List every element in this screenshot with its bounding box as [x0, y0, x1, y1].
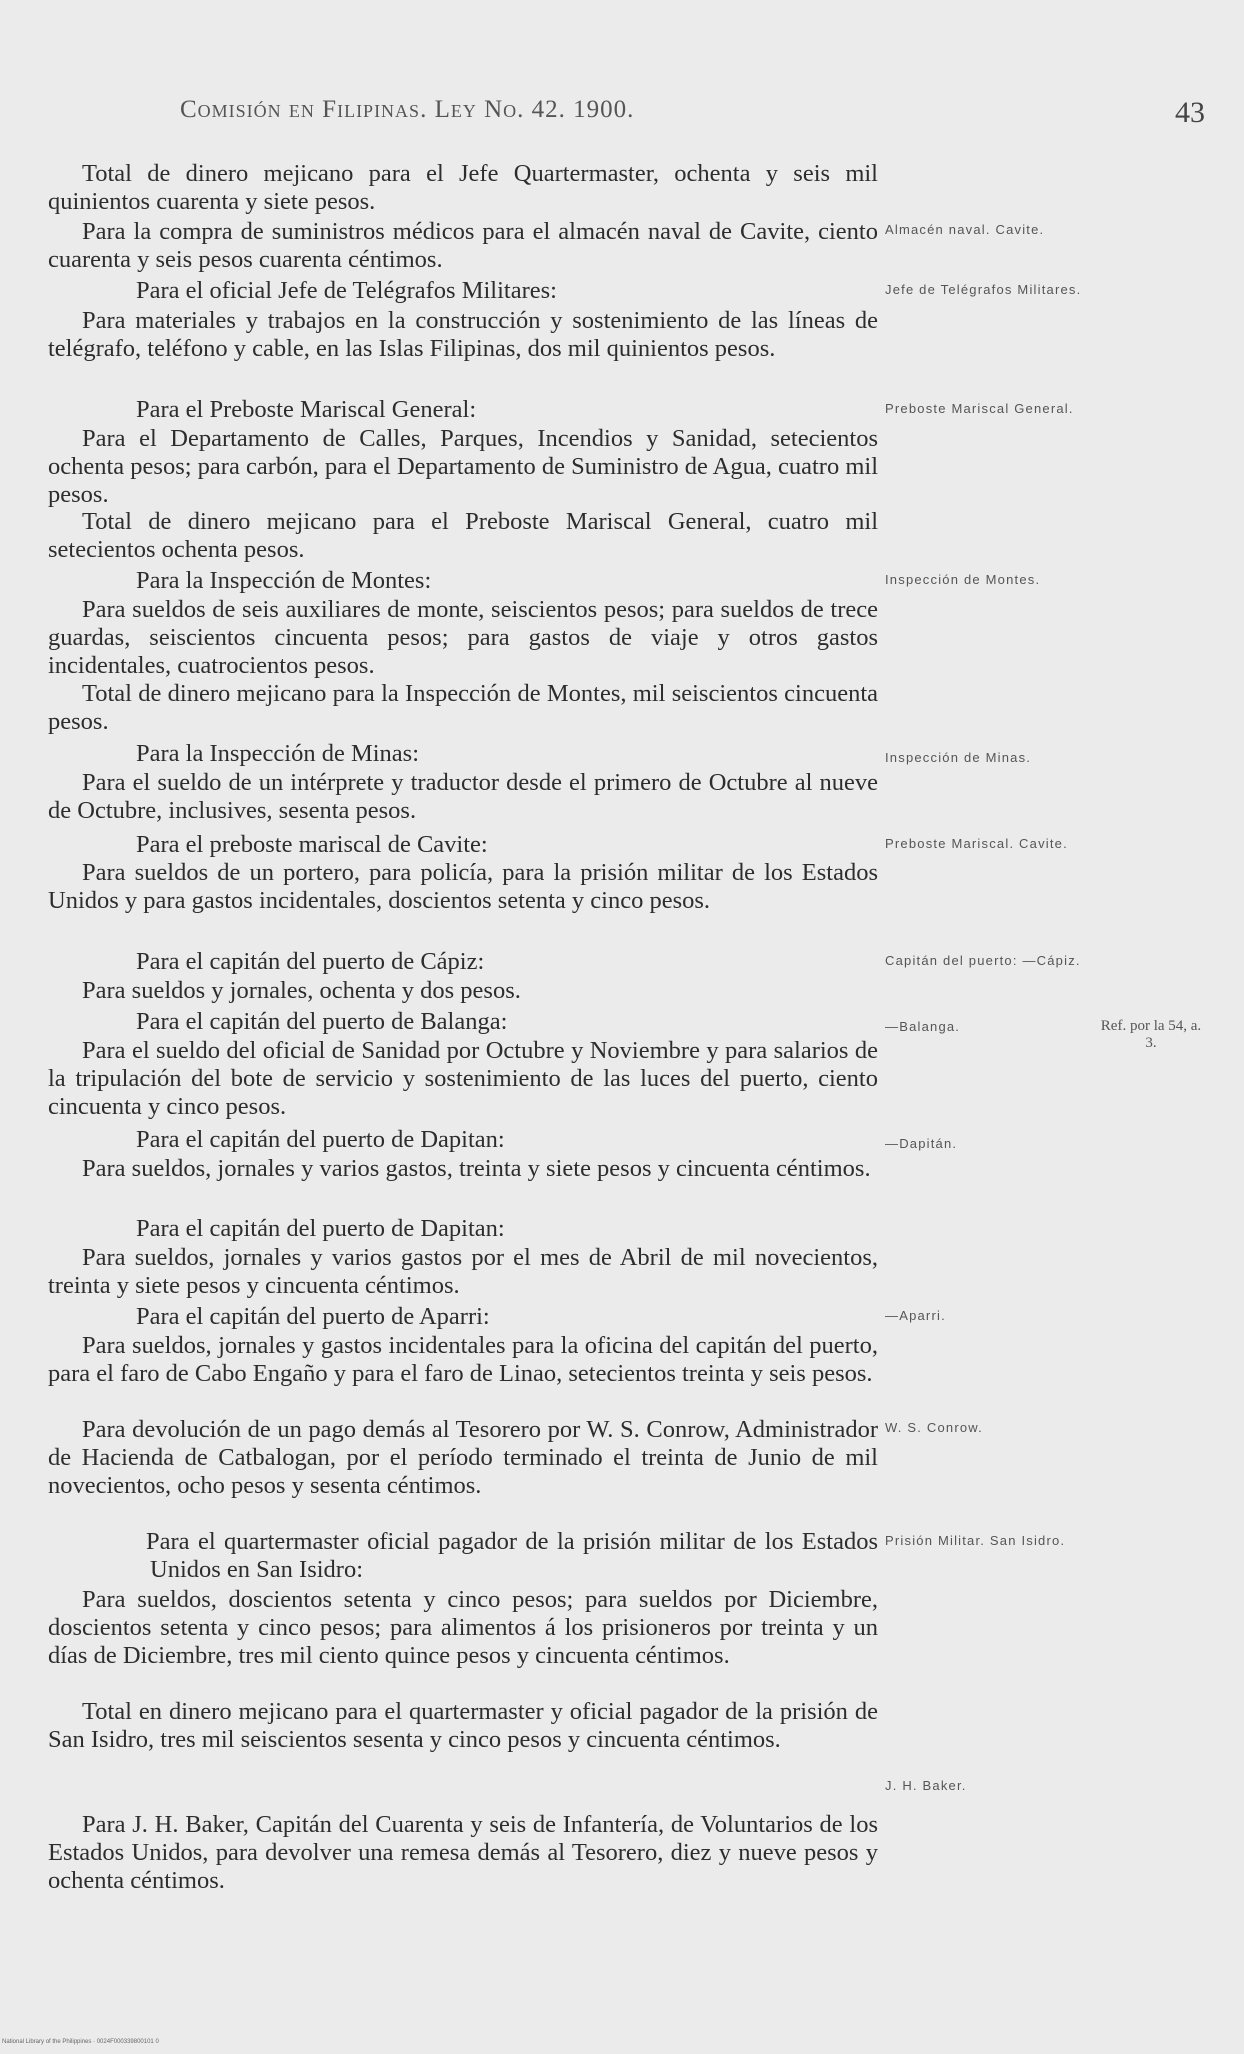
margin-note: Almacén naval. Cavite. — [885, 222, 1045, 237]
section-heading: Para el capitán del puerto de Aparri: — [136, 1303, 490, 1330]
margin-note: —Dapitán. — [885, 1136, 958, 1151]
section-heading: Para el quartermaster oficial pagador de la prisión militar de los Estados Unidos en San Isidro: — [146, 1528, 878, 1583]
section-heading: Para el capitán del puerto de Dapitan: — [136, 1126, 505, 1153]
paragraph: Total de dinero mejicano para el Jefe Quartermaster, ochenta y seis mil quinientos cuarenta y siete pesos. — [48, 160, 878, 215]
paragraph: Total de dinero mejicano para el Preboste Mariscal General, cuatro mil setecientos ochenta pesos. — [48, 508, 878, 563]
margin-note: Inspección de Montes. — [885, 572, 1041, 587]
section-heading: Para el capitán del puerto de Balanga: — [136, 1008, 508, 1035]
margin-note: Prisión Militar. San Isidro. — [885, 1533, 1066, 1548]
section-heading: Para el oficial Jefe de Telégrafos Militares: — [136, 277, 557, 304]
margin-note: Preboste Mariscal General. — [885, 401, 1074, 416]
margin-note: W. S. Conrow. — [885, 1420, 983, 1435]
paragraph: Total en dinero mejicano para el quartermaster y oficial pagador de la prisión de San Isidro, tres mil seiscientos sesenta y cinco pesos y cincuenta céntimos. — [48, 1698, 878, 1753]
section-heading: Para el capitán del puerto de Cápiz: — [136, 948, 485, 975]
section-heading: Para la Inspección de Minas: — [136, 740, 420, 767]
paragraph: Para sueldos de seis auxiliares de monte, seiscientos pesos; para sueldos de trece guardas, seiscientos cincuenta pesos; para gastos de viaje y otros gastos incidentales, cuatrocientos pesos. — [48, 596, 878, 679]
reference-note: Ref. por la 54, a. 3. — [1100, 1018, 1202, 1051]
paragraph: Para la compra de suministros médicos para el almacén naval de Cavite, ciento cuarenta y seis pesos cuarenta céntimos. — [48, 218, 878, 273]
paragraph: Para sueldos de un portero, para policía, para la prisión militar de los Estados Unidos y para gastos incidentales, doscientos setenta y cinco pesos. — [48, 859, 878, 914]
paragraph: Para el sueldo del oficial de Sanidad por Octubre y Noviembre y para salarios de la tripulación del bote de servicio y sostenimiento de las luces del puerto, ciento cincuenta y cinco pesos. — [48, 1037, 878, 1120]
margin-note: Jefe de Telégrafos Militares. — [885, 282, 1082, 297]
paragraph: Para el sueldo de un intérprete y traductor desde el primero de Octubre al nueve de Octubre, inclusives, sesenta pesos. — [48, 769, 878, 824]
paragraph: Para sueldos y jornales, ochenta y dos pesos. — [82, 977, 521, 1004]
paragraph: Para el Departamento de Calles, Parques, Incendios y Sanidad, setecientos ochenta pesos; para carbón, para el Departamento de Suministro de Agua, cuatro mil pesos. — [48, 425, 878, 508]
paragraph: Para devolución de un pago demás al Tesorero por W. S. Conrow, Administrador de Hacienda de Catbalogan, por el período terminado el treinta de Junio de mil novecientos, ocho pesos y sesenta céntimos. — [48, 1416, 878, 1499]
paragraph: Total de dinero mejicano para la Inspección de Montes, mil seiscientos cincuenta pesos. — [48, 680, 878, 735]
section-heading: Para el Preboste Mariscal General: — [136, 396, 477, 423]
library-footer: National Library of the Philippines · 0024F000339800101 0 — [2, 2039, 159, 2045]
margin-note: J. H. Baker. — [885, 1778, 967, 1793]
section-heading: Para la Inspección de Montes: — [136, 567, 432, 594]
section-heading: Para el capitán del puerto de Dapitan: — [136, 1215, 505, 1242]
page-number: 43 — [1175, 96, 1205, 129]
margin-note: Capitán del puerto: —Cápiz. — [885, 953, 1081, 968]
margin-note: —Aparri. — [885, 1308, 946, 1323]
margin-note: Preboste Mariscal. Cavite. — [885, 836, 1068, 851]
margin-note: —Balanga. — [885, 1019, 961, 1034]
margin-note: Inspección de Minas. — [885, 750, 1032, 765]
paragraph: Para J. H. Baker, Capitán del Cuarenta y seis de Infantería, de Voluntarios de los Estados Unidos, para devolver una remesa demás al Tesorero, diez y nueve pesos y ochenta céntimos. — [48, 1811, 878, 1894]
paragraph: Para sueldos, jornales y varios gastos, treinta y siete pesos y cincuenta céntimos. — [82, 1155, 871, 1182]
paragraph: Para sueldos, jornales y varios gastos por el mes de Abril de mil novecientos, treinta y siete pesos y cincuenta céntimos. — [48, 1244, 878, 1299]
paragraph: Para materiales y trabajos en la construcción y sostenimiento de las líneas de telégrafo, teléfono y cable, en las Islas Filipinas, dos mil quinientos pesos. — [48, 307, 878, 362]
running-title: Comisión en Filipinas. Ley No. 42. 1900. — [180, 96, 635, 123]
paragraph: Para sueldos, jornales y gastos incidentales para la oficina del capitán del puerto, para el faro de Cabo Engaño y para el faro de Linao, setecientos treinta y seis pesos. — [48, 1332, 878, 1387]
paragraph: Para sueldos, doscientos setenta y cinco pesos; para sueldos por Diciembre, doscientos setenta y cinco pesos; para alimentos á los prisioneros por treinta y un días de Diciembre, tres mil ciento quince pesos y cincuenta céntimos. — [48, 1586, 878, 1669]
section-heading: Para el preboste mariscal de Cavite: — [136, 831, 488, 858]
